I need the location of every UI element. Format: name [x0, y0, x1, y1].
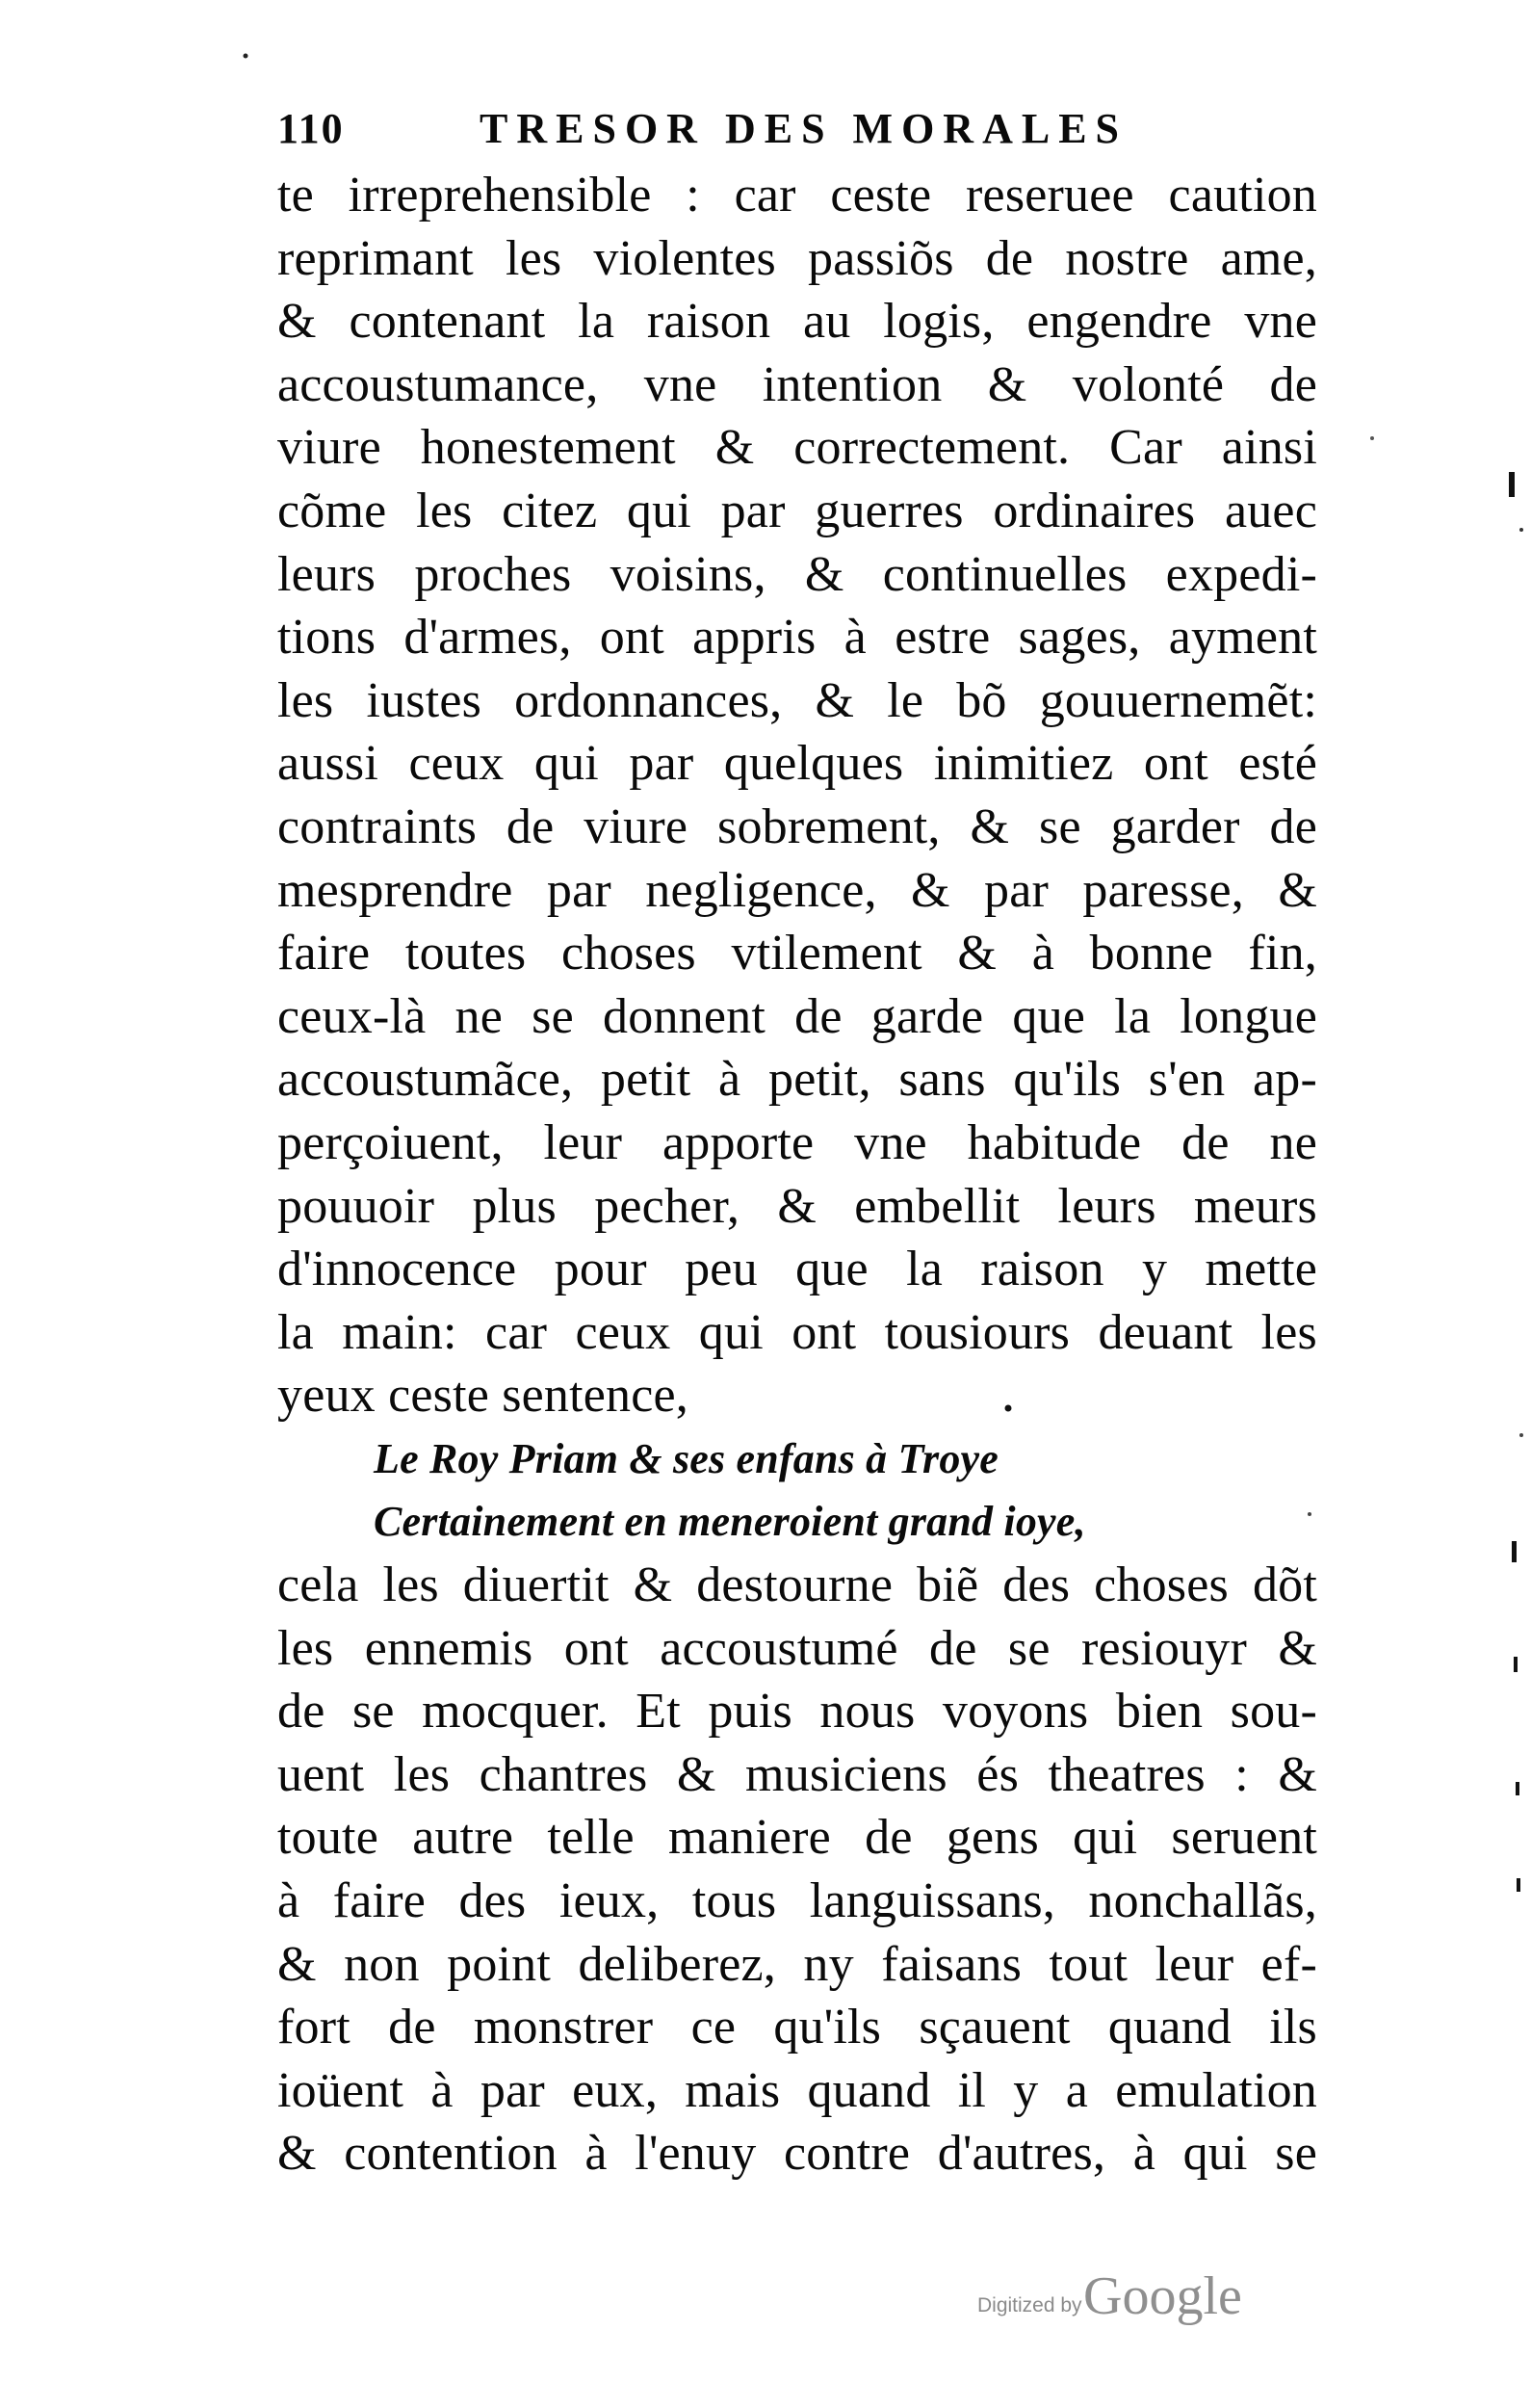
speck-mark: [1516, 1782, 1519, 1795]
speck-mark: [1517, 1878, 1520, 1892]
text-line: cela les diuertit & destourne biẽ des choses dõt: [277, 1557, 1317, 1613]
speck-mark: [1514, 1657, 1518, 1672]
page-header: [277, 104, 1346, 171]
verse-line: Certainement en meneroient grand ioye,: [374, 1498, 1086, 1546]
text-line: d'innocence pour peu que la raison y mette: [277, 1242, 1317, 1297]
text-line: les iustes ordonnances, & le bõ gouuernemẽt:: [277, 672, 1317, 728]
text-line: te irreprehensible : car ceste reseruee caution: [277, 168, 1317, 222]
text-line: accoustumãce, petit à petit, sans qu'ils s'en ap-: [277, 1052, 1317, 1108]
text-line: cõme les citez qui par guerres ordinaires auec: [277, 483, 1317, 538]
speck-mark: [1509, 472, 1515, 497]
speck-mark: [1370, 436, 1374, 440]
text-line: mesprendre par negligence, & par paresse, &: [277, 862, 1317, 918]
text-line: pouuoir plus pecher, & embellit leurs meurs: [277, 1178, 1317, 1234]
text-line: & contenant la raison au logis, engendre vne: [277, 294, 1317, 350]
body-text: [277, 164, 1317, 2186]
text-line: yeux ceste sentence,: [277, 1368, 689, 1424]
text-line: viure honestement & correctement. Car ainsi: [277, 420, 1317, 476]
text-line: uent les chantres & musiciens és theatres : &: [277, 1746, 1317, 1802]
verse-line: Le Roy Priam & ses enfans à Troye: [374, 1434, 999, 1482]
page-number: 110: [277, 105, 345, 152]
text-line: & non point deliberez, ny faisans tout leur ef-: [277, 1936, 1317, 1992]
digitized-watermark: [977, 2265, 1305, 2333]
speck-mark: [1512, 1541, 1517, 1562]
text-line: reprimant les violentes passiõs de nostre ame,: [277, 230, 1317, 286]
text-line: de se mocquer. Et puis nous voyons bien sou-: [277, 1684, 1317, 1740]
text-line: contraints de viure sobrement, & se garder de: [277, 798, 1317, 854]
text-line: accoustumance, vne intention & volonté de: [277, 356, 1317, 412]
text-line: perçoiuent, leur apporte vne habitude de ne: [277, 1114, 1317, 1170]
running-title: TRESOR DES MORALES: [480, 105, 1129, 152]
text-line: ceux-là ne se donnent de garde que la longue: [277, 988, 1317, 1044]
speck-mark: [1519, 528, 1523, 532]
speck-mark: [244, 54, 248, 59]
text-line: & contention à l'enuy contre d'autres, à qui se: [277, 2126, 1317, 2182]
text-line: toute autre telle maniere de gens qui seruent: [277, 1810, 1317, 1866]
digitized-by-label: Digitized by: [977, 2294, 1082, 2316]
text-line: fort de monstrer ce qu'ils sçauent quand ils: [277, 2000, 1317, 2055]
speck-mark: [1519, 1433, 1523, 1437]
google-logo: Google: [1083, 2266, 1242, 2326]
text-line: faire toutes choses vtilement & à bonne fin,: [277, 926, 1317, 982]
text-line: leurs proches voisins, & continuelles expedi-: [277, 546, 1317, 602]
text-line: les ennemis ont accoustumé de se resiouyr &: [277, 1620, 1317, 1676]
text-line: la main: car ceux qui ont tousiours deuant les: [277, 1304, 1317, 1360]
text-line: tions d'armes, ont appris à estre sages, ayment: [277, 610, 1317, 666]
text-line: ioüent à par eux, mais quand il y a emulation: [277, 2062, 1317, 2118]
text-line: à faire des ieux, tous languissans, nonchallãs,: [277, 1873, 1317, 1929]
text-line: aussi ceux qui par quelques inimitiez ont esté: [277, 736, 1317, 792]
